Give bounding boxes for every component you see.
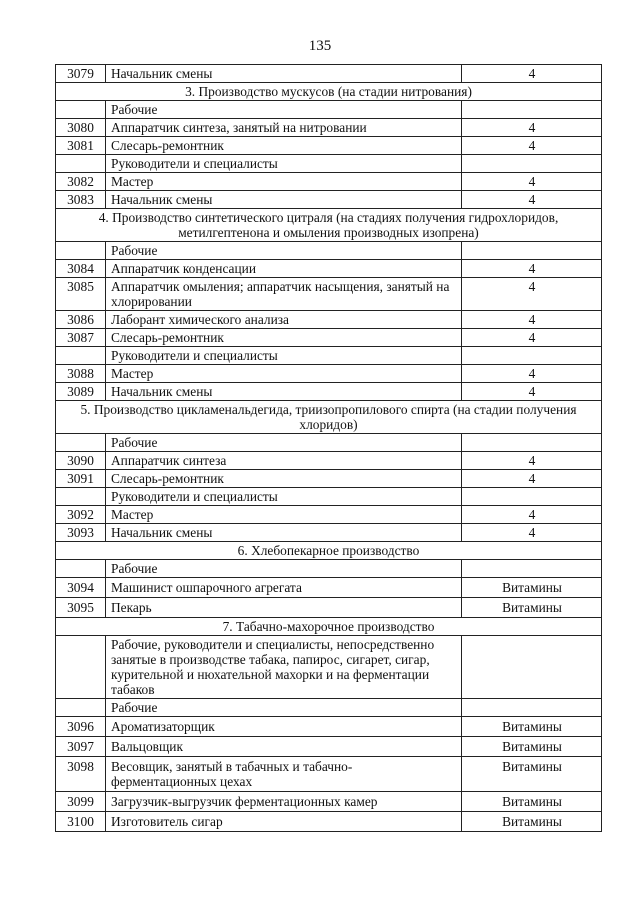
row-value: Витамины xyxy=(462,812,602,832)
table-row xyxy=(56,506,602,524)
row-position-name: Начальник смены xyxy=(106,65,462,83)
row-code: 3091 xyxy=(56,470,106,488)
row-position-name: Загрузчик-выгрузчик ферментационных камер xyxy=(106,792,462,812)
row-position-name: Мастер xyxy=(106,506,462,524)
page-number: 135 xyxy=(308,38,332,54)
row-position-name: Лаборант химического анализа xyxy=(106,311,462,329)
row-position-name: Начальник смены xyxy=(106,383,462,401)
row-code: 3092 xyxy=(56,506,106,524)
empty-code-cell xyxy=(56,434,106,452)
section-title: 5. Производство цикламенальдегида, триизопропилового спирта (на стадии получения хлоридов) xyxy=(56,401,602,434)
section-header-row xyxy=(56,542,602,560)
table-row xyxy=(56,717,602,737)
row-position-name: Слесарь-ремонтник xyxy=(106,329,462,347)
table-row xyxy=(56,119,602,137)
row-value: 4 xyxy=(462,452,602,470)
group-title: Руководители и специалисты xyxy=(106,155,462,173)
row-value: 4 xyxy=(462,524,602,542)
row-value: 4 xyxy=(462,260,602,278)
group-header-row xyxy=(56,101,602,119)
row-value: 4 xyxy=(462,119,602,137)
table-row xyxy=(56,278,602,311)
row-value: Витамины xyxy=(462,757,602,792)
section-header-row xyxy=(56,209,602,242)
empty-code-cell xyxy=(56,347,106,365)
table-row xyxy=(56,65,602,83)
empty-value-cell xyxy=(462,699,602,717)
table-row xyxy=(56,812,602,832)
group-title: Руководители и специалисты xyxy=(106,488,462,506)
table-row xyxy=(56,191,602,209)
row-value: 4 xyxy=(462,311,602,329)
group-header-row xyxy=(56,242,602,260)
group-header-row xyxy=(56,434,602,452)
benefits-table xyxy=(55,64,602,832)
row-code: 3086 xyxy=(56,311,106,329)
group-title: Рабочие xyxy=(106,434,462,452)
row-position-name: Вальцовщик xyxy=(106,737,462,757)
row-code: 3097 xyxy=(56,737,106,757)
section-title: 4. Производство синтетического цитраля (на стадиях получения гидрохлоридов, метилгептенона и омыления производных изопрена) xyxy=(56,209,602,242)
row-value: Витамины xyxy=(462,792,602,812)
row-code: 3084 xyxy=(56,260,106,278)
table-row xyxy=(56,792,602,812)
table-row xyxy=(56,524,602,542)
row-position-name: Весовщик, занятый в табачных и табачно-ферментационных цехах xyxy=(106,757,462,792)
empty-value-cell xyxy=(462,242,602,260)
row-position-name: Слесарь-ремонтник xyxy=(106,470,462,488)
row-code: 3095 xyxy=(56,598,106,618)
row-code: 3085 xyxy=(56,278,106,311)
group-title: Рабочие, руководители и специалисты, непосредственно занятые в производстве табака, папирос, сигарет, сигар, курительной и нюхательной махорки и на ферментации табаков xyxy=(106,636,462,699)
empty-code-cell xyxy=(56,101,106,119)
table-row xyxy=(56,311,602,329)
empty-value-cell xyxy=(462,155,602,173)
table-row xyxy=(56,260,602,278)
table-body xyxy=(56,65,602,832)
group-header-row xyxy=(56,488,602,506)
table-row xyxy=(56,737,602,757)
section-title: 6. Хлебопекарное производство xyxy=(56,542,602,560)
row-code: 3081 xyxy=(56,137,106,155)
empty-code-cell xyxy=(56,242,106,260)
section-header-row xyxy=(56,83,602,101)
table-row xyxy=(56,137,602,155)
table-row xyxy=(56,452,602,470)
group-header-row xyxy=(56,347,602,365)
row-position-name: Аппаратчик омыления; аппаратчик насыщения, занятый на хлорировании xyxy=(106,278,462,311)
empty-value-cell xyxy=(462,636,602,699)
row-code: 3080 xyxy=(56,119,106,137)
row-position-name: Начальник смены xyxy=(106,524,462,542)
row-code: 3089 xyxy=(56,383,106,401)
row-position-name: Машинист ошпарочного агрегата xyxy=(106,578,462,598)
row-value: 4 xyxy=(462,383,602,401)
row-value: 4 xyxy=(462,506,602,524)
row-value: 4 xyxy=(462,278,602,311)
empty-value-cell xyxy=(462,434,602,452)
row-code: 3098 xyxy=(56,757,106,792)
table-row xyxy=(56,598,602,618)
row-code: 3087 xyxy=(56,329,106,347)
row-position-name: Изготовитель сигар xyxy=(106,812,462,832)
row-code: 3094 xyxy=(56,578,106,598)
row-value: 4 xyxy=(462,191,602,209)
row-value: Витамины xyxy=(462,578,602,598)
row-value: Витамины xyxy=(462,717,602,737)
section-header-row xyxy=(56,618,602,636)
empty-code-cell xyxy=(56,636,106,699)
row-position-name: Мастер xyxy=(106,365,462,383)
table-row xyxy=(56,383,602,401)
group-header-row xyxy=(56,699,602,717)
section-header-row xyxy=(56,401,602,434)
group-header-row xyxy=(56,155,602,173)
empty-value-cell xyxy=(462,560,602,578)
group-title: Рабочие xyxy=(106,242,462,260)
row-position-name: Аппаратчик синтеза xyxy=(106,452,462,470)
row-code: 3093 xyxy=(56,524,106,542)
row-value: 4 xyxy=(462,365,602,383)
row-value: 4 xyxy=(462,329,602,347)
row-position-name: Аппаратчик конденсации xyxy=(106,260,462,278)
empty-code-cell xyxy=(56,155,106,173)
empty-value-cell xyxy=(462,101,602,119)
row-value: 4 xyxy=(462,173,602,191)
row-position-name: Ароматизаторщик xyxy=(106,717,462,737)
empty-value-cell xyxy=(462,488,602,506)
row-code: 3099 xyxy=(56,792,106,812)
section-title: 7. Табачно-махорочное производство xyxy=(56,618,602,636)
group-title: Руководители и специалисты xyxy=(106,347,462,365)
group-title: Рабочие xyxy=(106,560,462,578)
row-value: 4 xyxy=(462,137,602,155)
group-header-row xyxy=(56,636,602,699)
row-code: 3090 xyxy=(56,452,106,470)
row-code: 3088 xyxy=(56,365,106,383)
empty-value-cell xyxy=(462,347,602,365)
row-position-name: Аппаратчик синтеза, занятый на нитровании xyxy=(106,119,462,137)
row-code: 3100 xyxy=(56,812,106,832)
row-position-name: Пекарь xyxy=(106,598,462,618)
table-row xyxy=(56,470,602,488)
table-row xyxy=(56,173,602,191)
row-code: 3079 xyxy=(56,65,106,83)
table-row xyxy=(56,365,602,383)
section-title: 3. Производство мускусов (на стадии нитрования) xyxy=(56,83,602,101)
row-value: Витамины xyxy=(462,598,602,618)
table-row xyxy=(56,329,602,347)
group-header-row xyxy=(56,560,602,578)
empty-code-cell xyxy=(56,560,106,578)
row-code: 3083 xyxy=(56,191,106,209)
row-value: Витамины xyxy=(462,737,602,757)
row-code: 3082 xyxy=(56,173,106,191)
table-row xyxy=(56,578,602,598)
row-position-name: Слесарь-ремонтник xyxy=(106,137,462,155)
empty-code-cell xyxy=(56,488,106,506)
row-value: 4 xyxy=(462,65,602,83)
group-title: Рабочие xyxy=(106,699,462,717)
row-value: 4 xyxy=(462,470,602,488)
row-code: 3096 xyxy=(56,717,106,737)
row-position-name: Мастер xyxy=(106,173,462,191)
table-row xyxy=(56,757,602,792)
row-position-name: Начальник смены xyxy=(106,191,462,209)
group-title: Рабочие xyxy=(106,101,462,119)
empty-code-cell xyxy=(56,699,106,717)
